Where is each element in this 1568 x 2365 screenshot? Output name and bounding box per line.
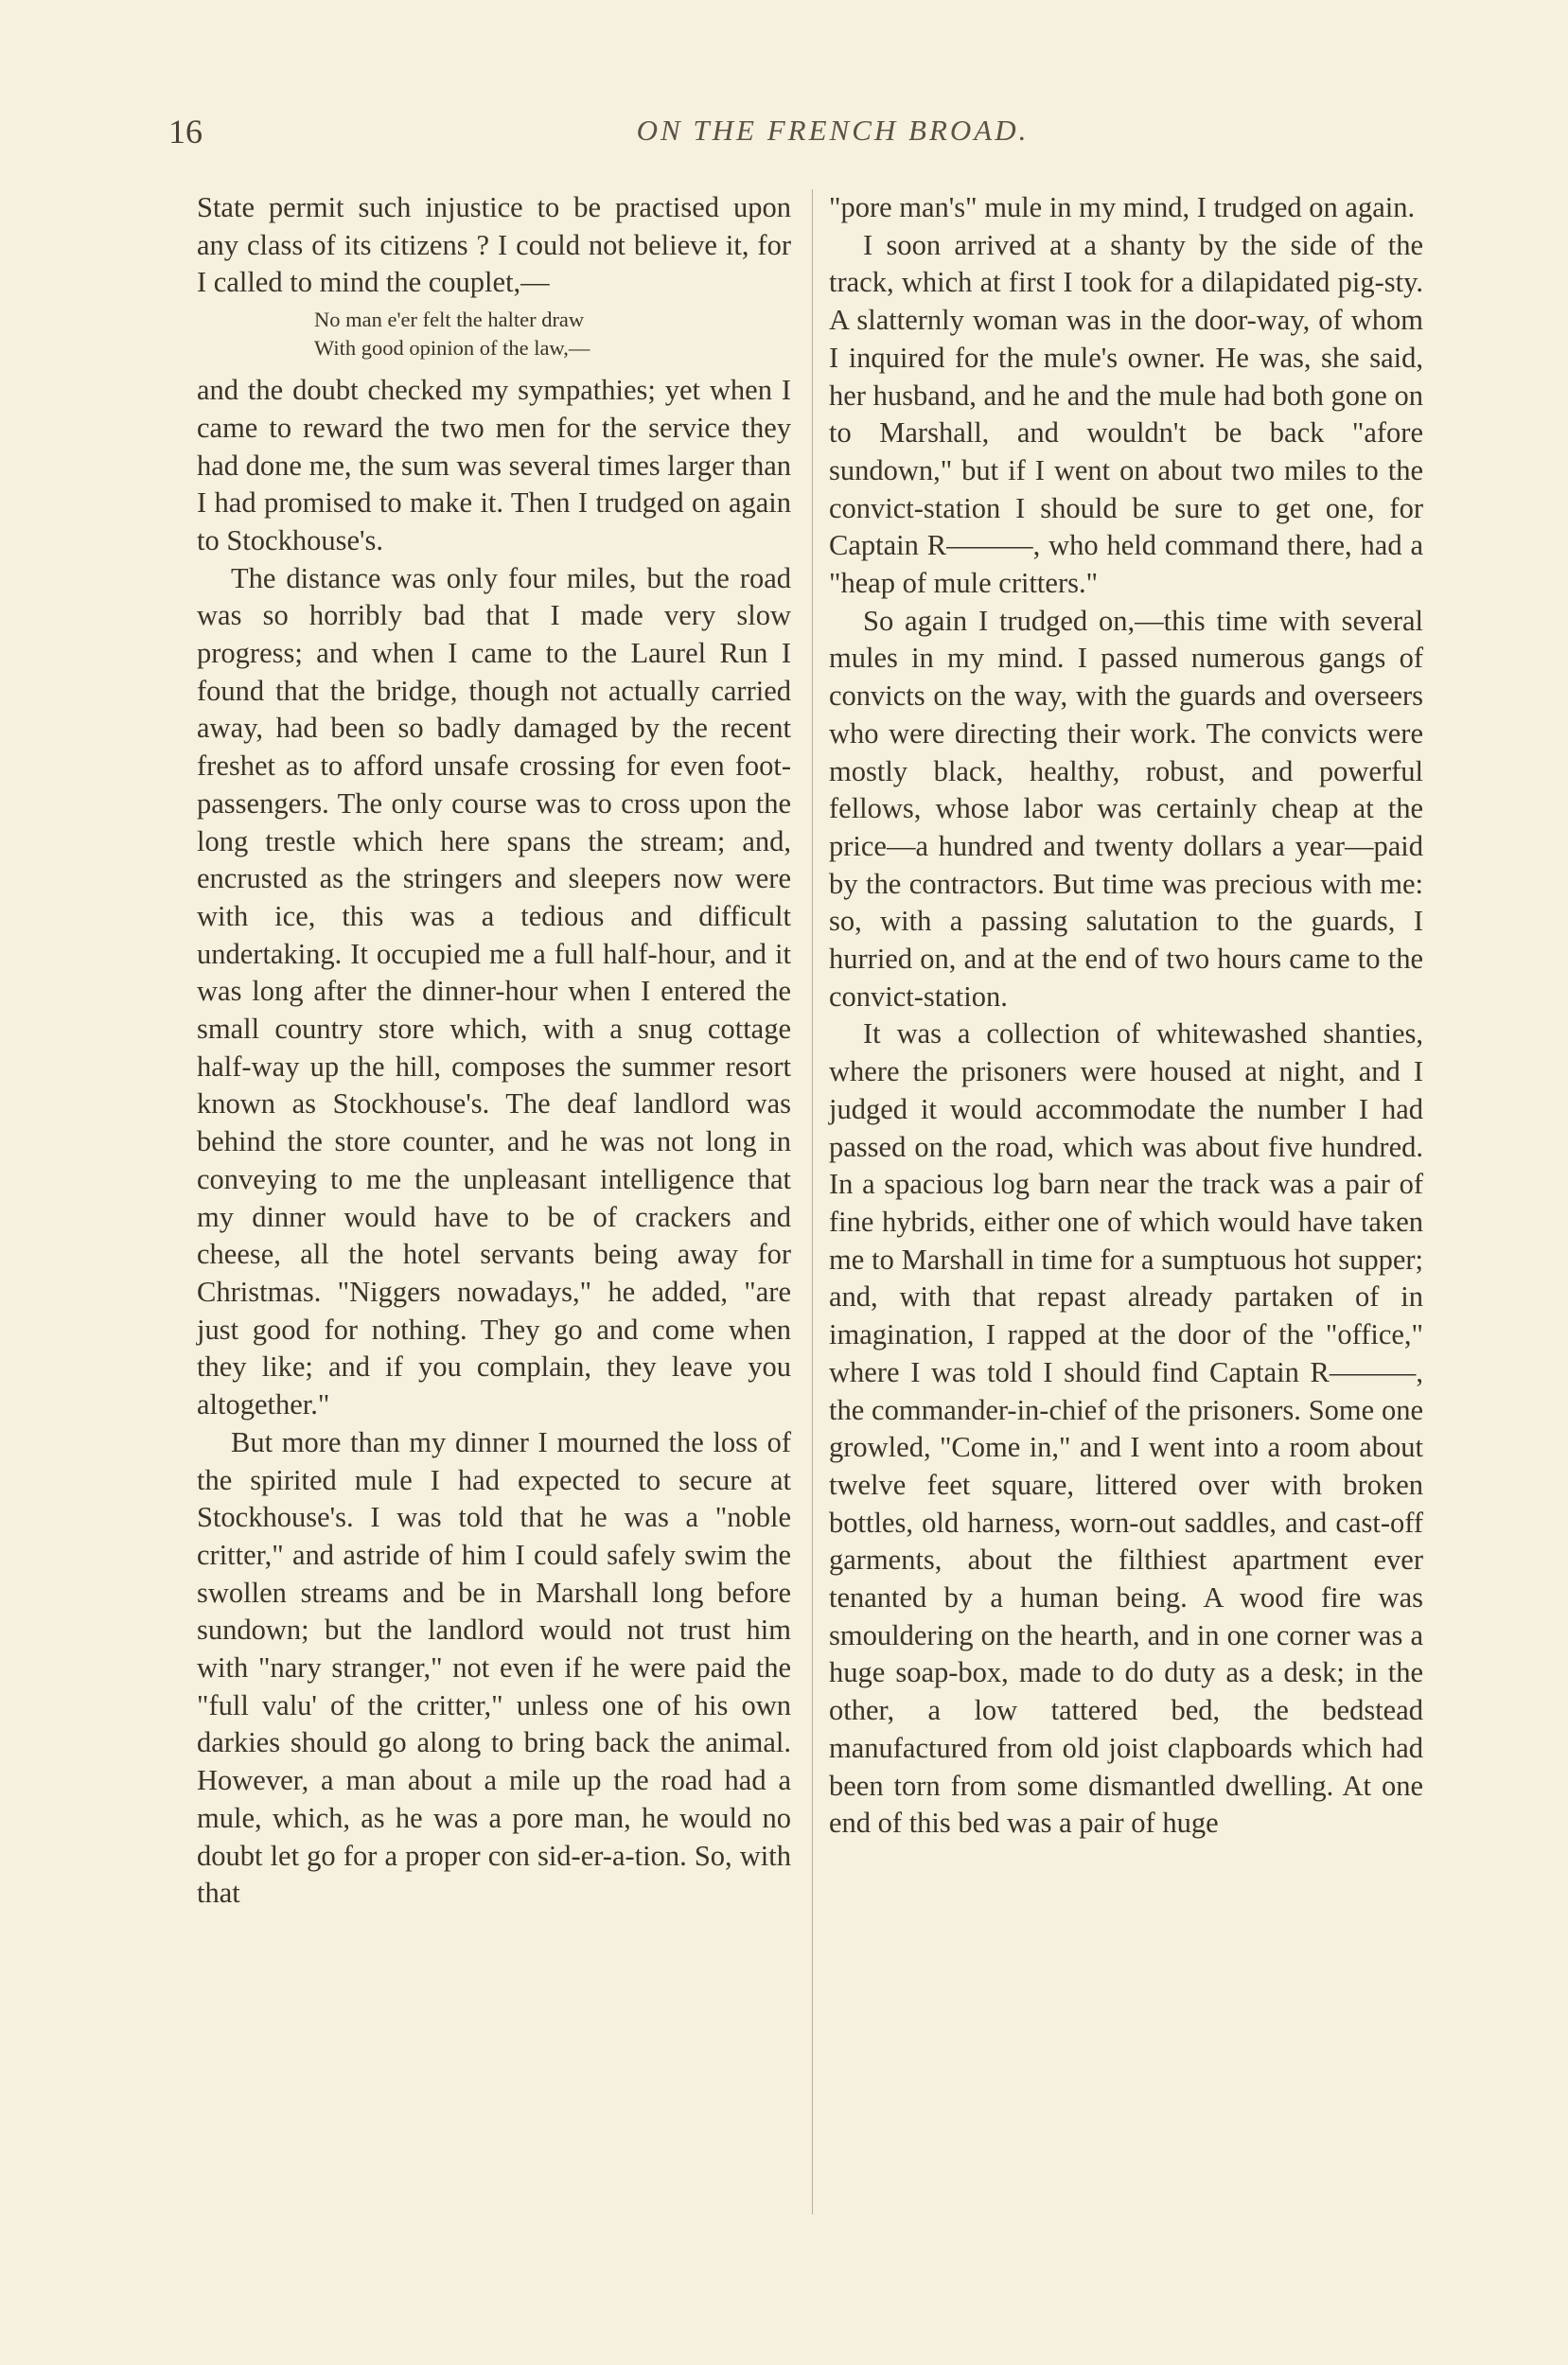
page-number: 16 <box>168 113 203 150</box>
right-column <box>829 189 1423 1843</box>
running-title: ON THE FRENCH BROAD. <box>636 114 1030 147</box>
right-paragraph-2: I soon arrived at a shanty by the side of the track, which at first I took for a dilapidated pig-sty. A slatternly woman was in the door-way, of whom I inquired for the mule's owner. He was, she said, her husband, and he and the mule had both gone on to Marshall, and wouldn't be back "afore sundown," but if I went on about two miles to the convict-station I should be sure to get one, for Captain R———, who held command there, had a "heap of mule critters." <box>829 228 1423 600</box>
left-column <box>197 189 791 1913</box>
column-divider <box>812 189 813 2215</box>
right-paragraph-3: So again I trudged on,—this time with several mules in my mind. I passed numerous gangs of convicts on the way, with the guards and overseers who were directing their work. The convicts were mostly black, healthy, robust, and powerful fellows, whose labor was certainly cheap at the price—a hundred and twenty dollars a year—paid by the contractors. But time was precious with me: so, with a passing salutation to the guards, I hurried on, and at the end of two hours came to the convict-station. <box>829 604 1423 1013</box>
left-paragraph-2: and the doubt checked my sympathies; yet when I came to reward the two men for the service they had done me, the sum was several times larger than I had promised to make it. Then I trudged on again to Stockhouse's. <box>197 374 791 556</box>
page-header <box>0 112 1568 159</box>
left-paragraph-1: State permit such injustice to be practised upon any class of its citizens ? I could not believe it, for I called to mind the couplet,— <box>197 191 791 299</box>
right-paragraph-1: "pore man's" mule in my mind, I trudged on again. <box>829 191 1416 223</box>
verse-line-2: With good opinion of the law,— <box>314 336 590 361</box>
verse-line-1: No man e'er felt the halter draw <box>314 308 585 332</box>
verse-couplet <box>197 306 791 362</box>
right-paragraph-4: It was a collection of whitewashed shanties, where the prisoners were housed at night, and I judged it would accommodate the number I had passed on the road, which was about five hundred. In a spacious log barn near the track was a pair of fine hybrids, either one of which would have taken me to Marshall in time for a sumptuous hot supper; and, with that repast already partaken of in imagination, I rapped at the door of the "office," where I was told I should find Captain R———, the commander-in-chief of the prisoners. Some one growled, "Come in," and I went into a room about twelve feet square, littered over with broken bottles, old harness, worn-out saddles, and cast-off garments, about the filthiest apartment ever tenanted by a human being. A wood fire was smouldering on the hearth, and in one corner was a huge soap-box, made to do duty as a desk; in the other, a low tattered bed, the bedstead manufactured from old joist clapboards which had been torn from some dismantled dwelling. At one end of this bed was a pair of huge <box>829 1017 1423 1840</box>
left-paragraph-4: But more than my dinner I mourned the loss of the spirited mule I had expected to secure at Stockhouse's. I was told that he was a "noble critter," and astride of him I could safely swim the swollen streams and be in Marshall long before sundown; but the landlord would not trust him with "nary stranger," not even if he were paid the "full valu' of the critter," unless one of his own darkies should go along to bring back the animal. However, a man about a mile up the road had a mule, which, as he was a pore man, he would no doubt let go for a proper con sid-er-a-tion. So, with that <box>197 1425 791 1910</box>
left-paragraph-3: The distance was only four miles, but the road was so horribly bad that I made very slow progress; and when I came to the Laurel Run I found that the bridge, though not actually carried away, had been so badly damaged by the recent freshet as to afford unsafe crossing for even foot-passengers. The only course was to cross upon the long trestle which here spans the stream; and, encrusted as the stringers and sleepers now were with ice, this was a tedious and difficult undertaking. It occupied me a full half-hour, and it was long after the dinner-hour when I entered the small country store which, with a snug cottage half-way up the hill, composes the summer resort known as Stockhouse's. The deaf landlord was behind the store counter, and he was not long in conveying to me the unpleasant intelligence that my dinner would have to be of crackers and cheese, all the hotel servants being away for Christmas. "Niggers nowadays," he added, "are just good for nothing. They go and come when they like; and if you complain, they leave you altogether." <box>197 561 791 1421</box>
